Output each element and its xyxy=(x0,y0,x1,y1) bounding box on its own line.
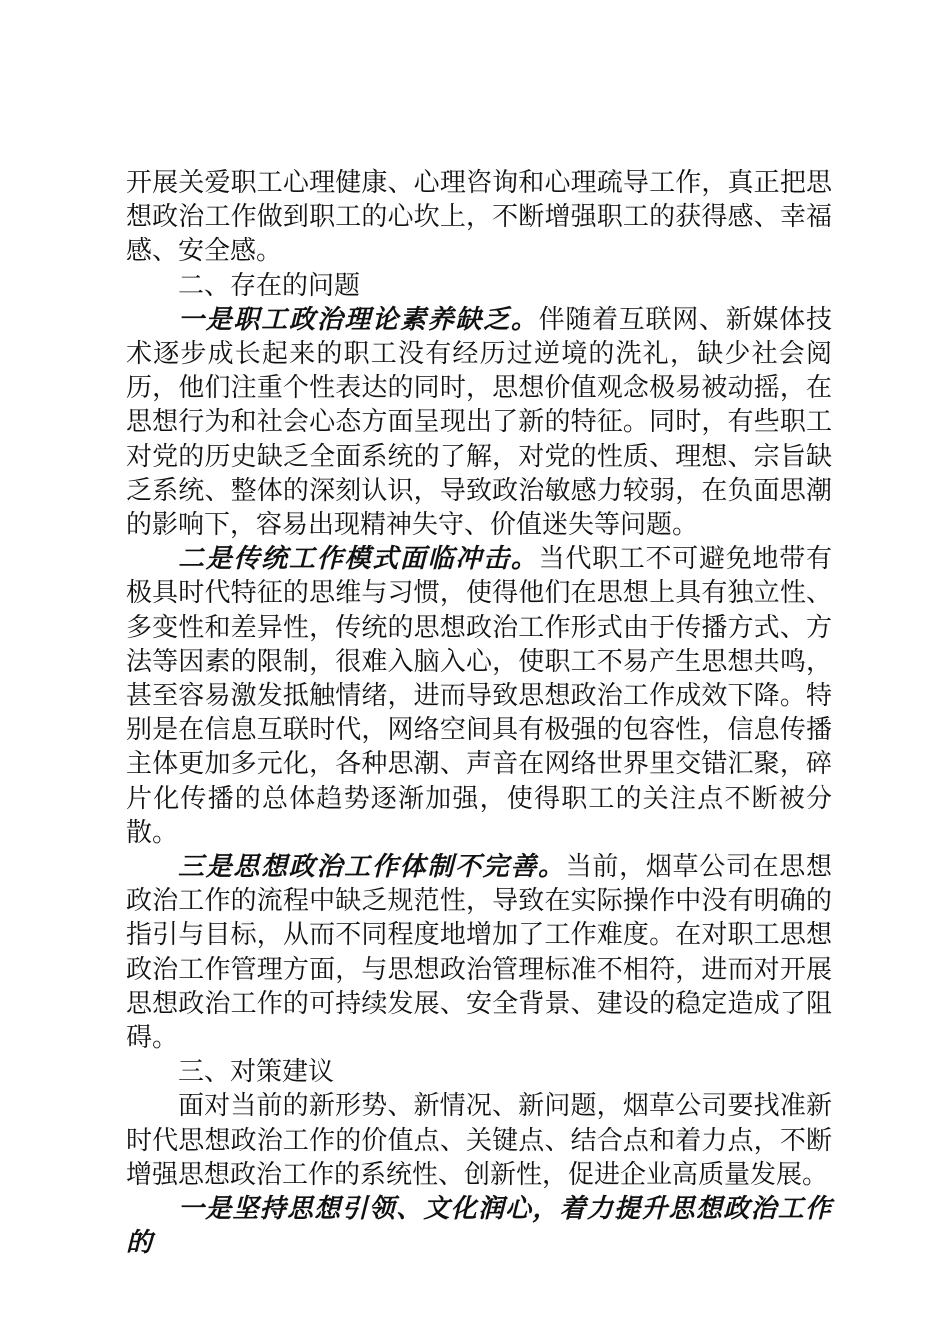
paragraph-problem-2 xyxy=(126,542,832,850)
paragraph-lead: 三是思想政治工作体制不完善。 xyxy=(178,852,566,883)
paragraph-lead: 一是坚持思想引领、文化润心，着力提升思想政治工作的 xyxy=(126,1194,832,1259)
paragraph-problem-1 xyxy=(126,303,832,542)
paragraph-suggestion-intro xyxy=(126,1089,832,1192)
paragraph-lead: 一是职工政治理论素养缺乏。 xyxy=(178,304,539,335)
section-heading-text: 三、对策建议 xyxy=(178,1057,335,1088)
paragraph-text: 当代职工不可避免地带有极具时代特征的思维与习惯，使得他们在思想上具有独立性、多变性和差异性，传统的思想政治工作形式由于传播方式、方法等因素的限制，很难入脑入心，使职工不易产生思想共鸣，甚至容易激发抵触情绪，进而导致思想政治工作成效下降。特别是在信息互联时代，网络空间具有极强的包容性，信息传播主体更加多元化，各种思潮、声音在网络世界里交错汇聚，碎片化传播的总体趋势逐渐加强，使得职工的关注点不断被分散。 xyxy=(126,544,832,848)
paragraph-problem-3 xyxy=(126,850,832,1055)
paragraph-text: 面对当前的新形势、新情况、新问题，烟草公司要找准新时代思想政治工作的价值点、关键点、结合点和着力点，不断增强思想政治工作的系统性、创新性，促进企业高质量发展。 xyxy=(126,1091,832,1190)
section-heading-suggestions xyxy=(126,1055,832,1089)
section-heading-text: 二、存在的问题 xyxy=(178,270,361,301)
paragraph-text: 伴随着互联网、新媒体技术逐步成长起来的职工没有经历过逆境的洗礼，缺少社会阅历，他们注重个性表达的同时，思想价值观念极易被动摇，在思想行为和社会心态方面呈现出了新的特征。同时，有些职工对党的历史缺乏全面系统的了解，对党的性质、理想、宗旨缺乏系统、整体的深刻认识，导致政治敏感力较弱，在负面思潮的影响下，容易出现精神失守、价值迷失等问题。 xyxy=(126,304,832,541)
paragraph-lead: 二是传统工作模式面临冲击。 xyxy=(178,544,539,575)
section-heading-problems xyxy=(126,269,832,303)
paragraph-suggestion-1 xyxy=(126,1192,832,1260)
paragraph-care-work xyxy=(126,166,832,269)
paragraph-text: 当前，烟草公司在思想政治工作的流程中缺乏规范性，导致在实际操作中没有明确的指引与目标，从而不同程度地增加了工作难度。在对职工思想政治工作管理方面，与思想政治管理标准不相符，进而对开展思想政治工作的可持续发展、安全背景、建设的稳定造成了阻碍。 xyxy=(126,852,832,1054)
paragraph-text: 开展关爱职工心理健康、心理咨询和心理疏导工作，真正把思想政治工作做到职工的心坎上，不断增强职工的获得感、幸福感、安全感。 xyxy=(126,168,832,267)
document-body xyxy=(126,166,832,1261)
